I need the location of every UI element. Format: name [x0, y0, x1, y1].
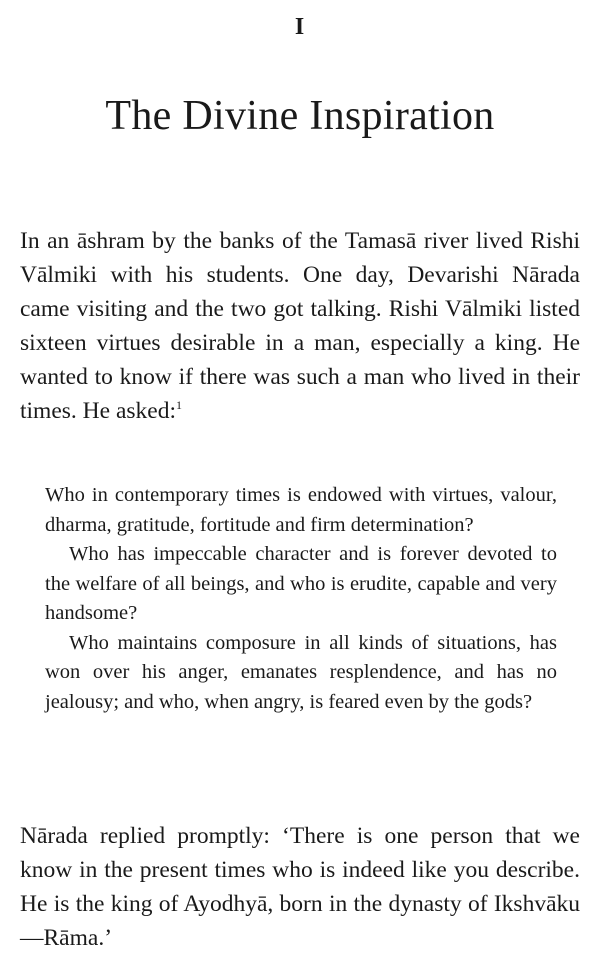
quote-paragraph: Who in contemporary times is endowed with virtues, valour, dharma, gratitude, fortitude and firm determination? [45, 484, 557, 536]
block-quote [45, 481, 557, 717]
reply-paragraph: Nārada replied promptly: ‘There is one person that we know in the present times who is indeed like you describe. He is the king of Ayodhyā, born in the dynasty of Ikshvāku—Rāma.’ [20, 823, 580, 951]
intro-paragraph [20, 224, 580, 428]
quote-paragraph: Who maintains composure in all kinds of situations, has won over his anger, emanates resplendence, and has no jealousy; and who, when angry, is feared even by the gods? [45, 631, 557, 713]
intro-text: In an āshram by the banks of the Tamasā river lived Rishi Vālmiki with his students. One day, Devarishi Nārada came visiting and the two got talking. Rishi Vālmiki listed sixteen virtues desirable in a man, especially a king. He wanted to know if there was such a man who lived in their times. He asked: [20, 228, 580, 424]
chapter-title: The Divine Inspiration [105, 93, 495, 139]
chapter-number: I [294, 14, 306, 40]
footnote-reference[interactable]: 1 [175, 398, 182, 413]
quote-paragraph: Who has impeccable character and is forever devoted to the welfare of all beings, and who is erudite, capable and very handsome? [45, 543, 557, 624]
